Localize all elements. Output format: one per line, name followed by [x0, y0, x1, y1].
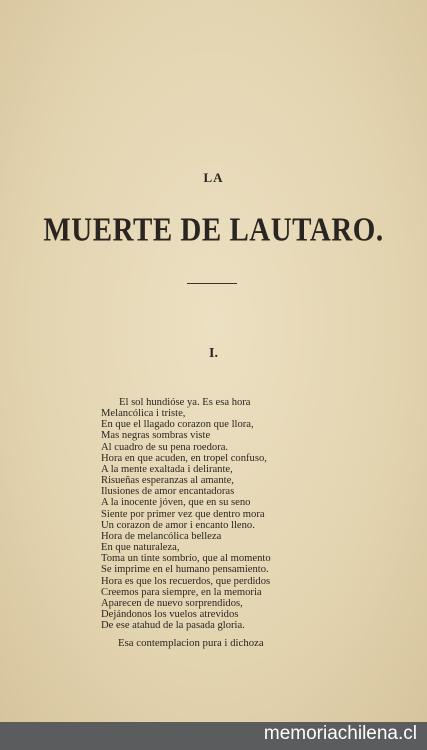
- poem-line: En que naturaleza,: [101, 542, 180, 554]
- poem-line: Hora en que acuden, en tropel confuso,: [101, 452, 267, 464]
- poem-stanza: [101, 397, 401, 631]
- poem-line: Un corazon de amor i encanto lleno.: [101, 519, 255, 531]
- section-numeral: I.: [209, 346, 218, 361]
- poem-line: Hora es que los recuerdos, que perdidos: [101, 575, 271, 587]
- title-divider: [187, 283, 237, 284]
- poem-line: Se imprime en el humano pensamiento.: [101, 564, 269, 576]
- poem-line: Risueñas esperanzas al amante,: [101, 475, 234, 487]
- poem-line: El sol hundióse ya. Es esa hora: [119, 397, 251, 408]
- poem-line: Siente por primer vez que dentro mora: [101, 508, 265, 520]
- poem-line: En que el llagado corazon que llora,: [101, 419, 254, 431]
- footer-bar: [0, 722, 427, 750]
- poem-line: De ese atahud de la pasada gloria.: [101, 620, 245, 632]
- poem-line: A la inocente jóven, que en su seno: [101, 497, 251, 509]
- page-title: MUERTE DE LAUTARO.: [43, 211, 384, 249]
- poem-line: Creemos para siempre, en la memoria: [101, 586, 262, 598]
- poem-line: Dejándonos los vuelos atrevidos: [101, 608, 239, 620]
- poem-line: Aparecen de nuevo sorprendidos,: [101, 597, 243, 609]
- poem-line: Mas negras sombras viste: [101, 430, 211, 442]
- poem-line: Ilusiones de amor encantadoras: [101, 486, 235, 498]
- poem-line: Hora de melancólica belleza: [101, 530, 222, 542]
- poem-line: Toma un tinte sombrío, que al momento: [101, 553, 271, 565]
- poem-line: A la mente exaltada i delirante,: [101, 463, 233, 475]
- footer-brand-logo[interactable]: memoriachilena.cl: [263, 723, 417, 744]
- poem-line: Melancólica i triste,: [101, 408, 186, 420]
- pre-title: LA: [203, 170, 224, 185]
- continuation-line: Esa contemplacion pura i dichoza: [118, 637, 264, 649]
- poem-line: Al cuadro de su pena roedora.: [101, 441, 229, 453]
